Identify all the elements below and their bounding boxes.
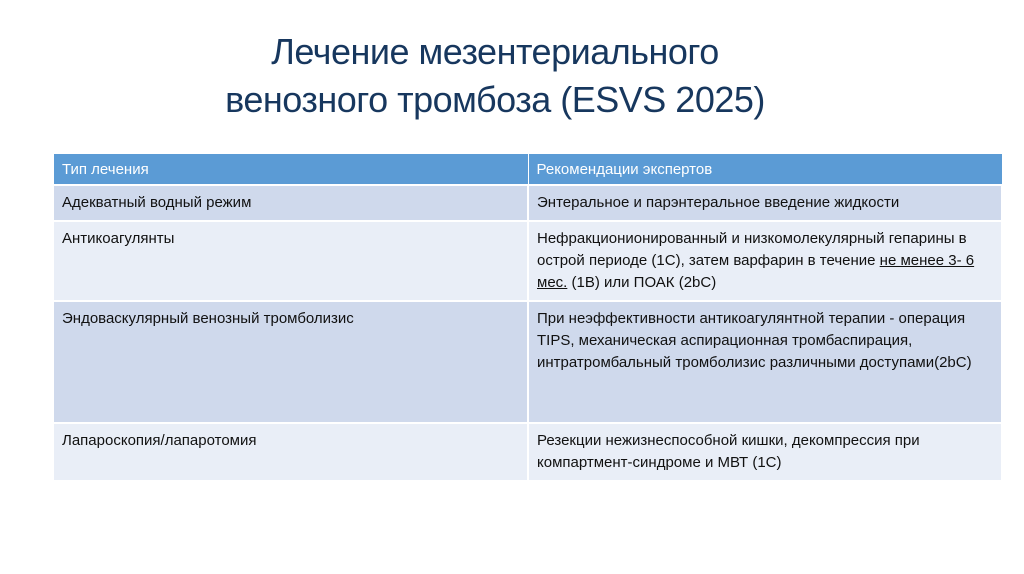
header-treatment-type: Тип лечения [54, 154, 528, 185]
recommendation-cell: Энтеральное и парэнтеральное введение жидкости [528, 185, 1002, 221]
recommendation-cell: Резекции нежизнеспособной кишки, декомпрессия при компартмент-синдроме и МВТ (1С) [528, 423, 1002, 481]
table-row [54, 185, 1002, 221]
header-expert-recommendations: Рекомендации экспертов [528, 154, 1002, 185]
recommendation-text: Нефракционионированный и низкомолекулярный гепарины в острой периоде (1С), затем варфарин в течение [537, 230, 967, 269]
table-row [54, 301, 1002, 423]
slide-title-line-2: венозного тромбоза (ESVS 2025) [225, 79, 765, 120]
recommendation-cell: При неэффективности антикоагулянтной терапии - операция TIPS, механическая аспирационная тромбаспирация, интратромбальный тромболизис различными доступами(2bC) [528, 301, 1002, 423]
treatment-type-cell: Адекватный водный режим [54, 185, 528, 221]
treatment-type-cell: Эндоваскулярный венозный тромболизис [54, 301, 528, 423]
treatment-type-cell: Лапароскопия/лапаротомия [54, 423, 528, 481]
table-row [54, 221, 1002, 301]
recommendation-cell [528, 221, 1002, 301]
treatment-type-cell: Антикоагулянты [54, 221, 528, 301]
slide-title-line-1: Лечение мезентериального [271, 31, 719, 72]
slide-title [60, 28, 930, 124]
recommendation-duration-underlined: не менее 3- 6 мес. [537, 252, 975, 291]
table-row [54, 423, 1002, 481]
treatment-recommendations-table [54, 154, 1003, 482]
recommendation-text-end: (1В) или ПОАК (2bC) [567, 274, 717, 291]
table-header-row [54, 154, 1002, 185]
